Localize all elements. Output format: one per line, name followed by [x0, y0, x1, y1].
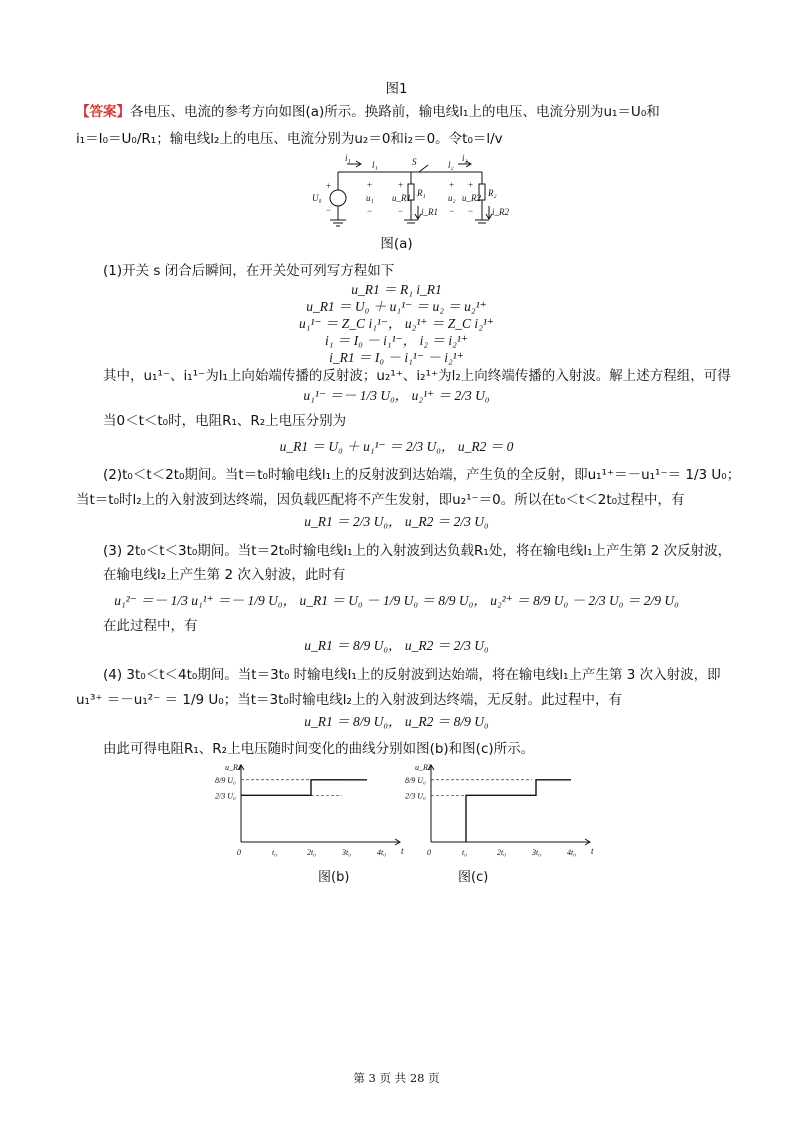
x-tick-label: 2t₀	[307, 848, 317, 857]
x-tick-label: 3t₀	[532, 848, 542, 857]
y-tick-label: 2/3 U₀	[405, 791, 426, 801]
chart-c	[395, 760, 600, 865]
chart-c-caption: 图(c)	[458, 870, 489, 885]
x-tick-label: 0	[237, 848, 241, 857]
label-r1: R₁	[417, 188, 426, 198]
u1-minus: −	[367, 206, 373, 216]
s1-sol: u₁¹⁻ ＝－ 1/3 U₀， u₂¹⁺ ＝ 2/3 U₀	[303, 388, 490, 403]
ur2-plus: +	[468, 180, 474, 190]
figure-a-caption: 图(a)	[380, 236, 413, 252]
label-ur2: u_R2	[462, 193, 481, 203]
u0-minus: −	[326, 205, 332, 215]
label-ir1: i_R1	[421, 207, 438, 217]
x-tick-label: 4t₀	[377, 848, 387, 857]
answer-line-2: i₁＝I₀＝U₀/R₁；输电线l₂上的电压、电流分别为u₂＝0和i₂＝0。令t₀＝l/v	[76, 131, 503, 147]
u1-plus: +	[367, 180, 373, 190]
label-ir2: i_R2	[492, 207, 509, 217]
x-tick-label: 0	[427, 848, 431, 857]
y-tick-label: 8/9 U₀	[405, 775, 426, 785]
label-s: S	[412, 157, 417, 167]
x-tick-label: 2t₀	[497, 848, 507, 857]
u2-minus: −	[449, 206, 455, 216]
s1-intro: (1)开关 s 闭合后瞬间，在开关处可列写方程如下	[103, 263, 395, 279]
x-tick-label: 4t₀	[567, 848, 577, 857]
label-ur1: u_R1	[392, 193, 411, 203]
s2-res: u_R1 ＝ 2/3 U₀， u_R2 ＝ 2/3 U₀	[304, 514, 489, 529]
chart-b	[205, 760, 405, 865]
label-u2: u₂	[448, 193, 456, 203]
ur1-plus: +	[398, 180, 404, 190]
x-tick-label: 3t₀	[342, 848, 352, 857]
y-tick-label: 8/9 U₀	[215, 775, 236, 785]
s3-line-1: (3) 2t₀＜t＜3t₀期间。当t＝2t₀时输电线l₁上的入射波到达负载R₁处，将在输电线l₁上产生第 2 次反射波，	[103, 543, 732, 559]
x-tick-label: t₀	[462, 848, 468, 857]
circuit-figure-a	[300, 152, 530, 234]
s1-eq3: u₁¹⁻ ＝ Z_C i₁¹⁻， u₂¹⁺ ＝ Z_C i₂¹⁺	[298, 316, 495, 331]
series-line	[241, 780, 367, 796]
s1-eq5: i_R1 ＝ I₀ － i₁¹⁻ － i₂¹⁺	[329, 350, 464, 365]
y-axis-label: u_R2	[415, 763, 432, 772]
s3-eq: u₁²⁻ ＝－ 1/3 u₁¹⁺ ＝－ 1/9 U₀， u_R1 ＝ U₀ － 1/9 U₀ ＝ 8/9 U₀， u₂²⁺ ＝ 8/9 U₀ － 2/3 U₀ ＝ 2/9 U₀	[114, 593, 679, 608]
label-r2: R₂	[488, 188, 497, 198]
s4-line-1: (4) 3t₀＜t＜4t₀期间。当t＝3t₀ 时输电线l₁上的反射波到达始端，将在输电线l₁上产生第 3 次入射波，即	[103, 667, 721, 683]
label-u1: u₁	[366, 193, 374, 203]
label-l2: l₂	[448, 160, 454, 170]
s2-line-2: 当t＝t₀时l₂上的入射波到达终端，因负载匹配将不产生发射，即u₂¹⁻＝0。所以在t₀＜t＜2t₀过程中，有	[76, 492, 685, 508]
answer-text-1: 各电压、电流的参考方向如图(a)所示。换路前，输电线l₁上的电压、电流分别为u₁＝U₀和	[130, 104, 660, 120]
s1-eq1: u_R1 ＝ R₁ i_R1	[351, 282, 442, 297]
answer-tag: 【答案】	[76, 104, 130, 120]
x-axis-label: t	[591, 846, 594, 856]
answer-line-1	[76, 103, 660, 121]
s1-res: u_R1 ＝ U₀ ＋ u₁¹⁻ ＝ 2/3 U₀， u_R2 ＝ 0	[279, 439, 514, 454]
s4-line-2: u₁³⁺ ＝－u₁²⁻ ＝ 1/9 U₀；当t＝3t₀时输电线l₂上的入射波到达终端，无反射。此过程中，有	[76, 692, 622, 708]
label-i1: i₁	[345, 153, 351, 163]
series-line	[466, 780, 571, 842]
s1-eq2: u_R1 ＝ U₀ ＋ u₁¹⁻ ＝ u₂ ＝ u₂¹⁺	[306, 299, 487, 314]
chart-b-caption: 图(b)	[318, 870, 350, 885]
x-axis-label: t	[401, 846, 404, 856]
label-l1: l₁	[372, 160, 378, 170]
figure1-title: 图1	[385, 81, 408, 97]
s1-when: 当0＜t＜t₀时，电阻R₁、R₂上电压分别为	[103, 413, 347, 429]
u0-plus: +	[326, 181, 332, 191]
page-footer: 第 3 页 共 28 页	[353, 1071, 440, 1085]
conclusion: 由此可得电阻R₁、R₂上电压随时间变化的曲线分别如图(b)和图(c)所示。	[103, 741, 535, 757]
y-axis-label: u_R1	[225, 763, 242, 772]
s1-eq4: i₁ ＝ I₀ － i₁¹⁻， i₂ ＝ i₂¹⁺	[325, 333, 468, 348]
s3-line-3: 在此过程中，有	[103, 618, 198, 634]
s1-desc: 其中，u₁¹⁻、i₁¹⁻为l₁上向始端传播的反射波；u₂¹⁺、i₂¹⁺为l₂上向终端传播的入射波。解上述方程组，可得	[103, 368, 731, 384]
u2-plus: +	[449, 180, 455, 190]
label-u0: U₀	[312, 193, 322, 203]
s3-res: u_R1 ＝ 8/9 U₀， u_R2 ＝ 2/3 U₀	[304, 638, 489, 653]
label-i2: i₂	[462, 153, 468, 163]
s3-line-2: 在输电线l₂上产生第 2 次入射波，此时有	[103, 567, 346, 583]
x-tick-label: t₀	[272, 848, 278, 857]
ur1-minus: −	[398, 206, 404, 216]
s4-res: u_R1 ＝ 8/9 U₀， u_R2 ＝ 8/9 U₀	[304, 714, 489, 729]
y-tick-label: 2/3 U₀	[215, 791, 236, 801]
ur2-minus: −	[468, 206, 474, 216]
s2-line-1: (2)t₀＜t＜2t₀期间。当t＝t₀时输电线l₁上的反射波到达始端，产生负的全反射，即u₁¹⁺＝－u₁¹⁻＝ 1/3 U₀；	[103, 467, 741, 483]
